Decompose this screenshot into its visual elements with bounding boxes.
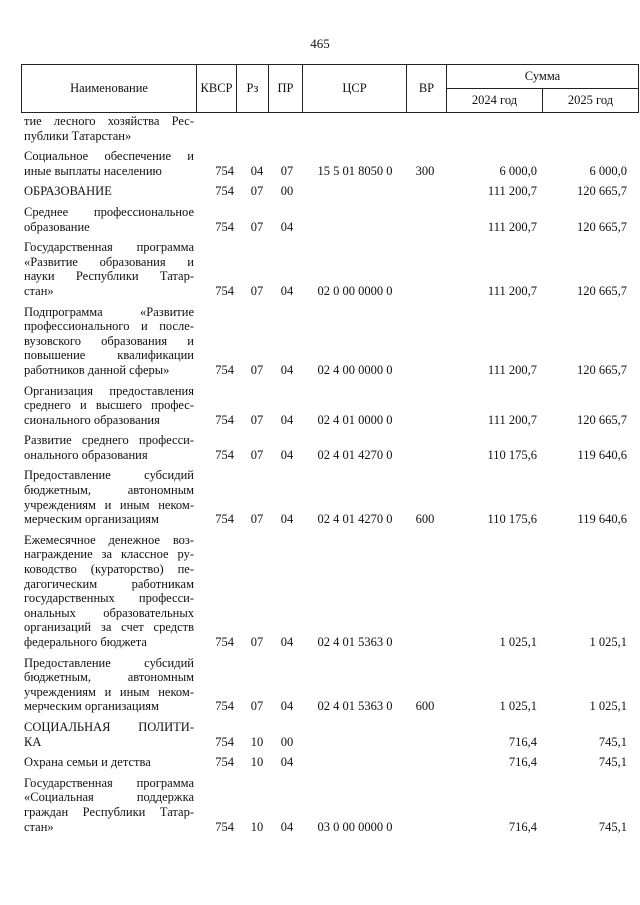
- row-name-line: Предоставление субсидий: [24, 655, 194, 670]
- row-name-line: сионального образования: [24, 412, 160, 427]
- row-name-line: КА: [24, 734, 42, 749]
- table-row: [24, 720, 638, 749]
- row-sum-2024: 110 175,6: [487, 447, 537, 462]
- row-csr: 03 0 00 0000 0: [317, 819, 393, 834]
- row-name-line: стан»: [24, 283, 54, 298]
- row-rz: 04: [250, 163, 264, 178]
- table-header: [21, 64, 639, 113]
- row-pr: 04: [280, 412, 294, 427]
- row-name-line: работников данной сферы»: [24, 362, 170, 377]
- row-sum-2024: 716,4: [508, 734, 537, 749]
- row-name-line: среднего и высшего профес-: [24, 398, 194, 413]
- row-csr: 02 4 01 0000 0: [317, 412, 393, 427]
- table-row: [24, 305, 638, 378]
- row-kvsr: 754: [215, 734, 234, 749]
- row-csr: 02 4 01 5363 0: [317, 635, 393, 649]
- row-name-line: Подпрограмма «Развитие: [24, 304, 194, 319]
- row-kvsr: 754: [215, 447, 234, 462]
- row-sum-2025: 1 025,1: [589, 699, 627, 714]
- row-name-line: науки Республики Татар-: [24, 269, 194, 284]
- row-rz: 07: [250, 412, 264, 427]
- row-name-line: федерального бюджета: [24, 635, 147, 649]
- row-rz: 10: [250, 734, 264, 749]
- row-rz: 07: [250, 219, 264, 234]
- row-pr: 04: [280, 699, 294, 714]
- row-pr: 04: [280, 447, 294, 462]
- row-sum-2025: 745,1: [598, 734, 627, 749]
- row-name-line: мерческим организациям: [24, 512, 159, 527]
- row-name-line: граждан Республики Татар-: [24, 804, 194, 819]
- row-name-line: тие лесного хозяйства Рес-: [24, 114, 194, 128]
- table-row: [24, 533, 638, 650]
- row-name-line: образование: [24, 219, 90, 234]
- row-name-line: мерческим организациям: [24, 699, 159, 714]
- page-number: 465: [310, 36, 330, 51]
- row-sum-2025: 6 000,0: [589, 163, 627, 178]
- row-name: [24, 205, 194, 234]
- row-name-line: государственных професси-: [24, 591, 194, 606]
- row-sum-2024: 1 025,1: [499, 635, 537, 649]
- table-row: [24, 114, 638, 143]
- row-name-line: повышение квалификации: [24, 348, 194, 363]
- row-name-line: учреждениям и иным неком-: [24, 497, 194, 512]
- header-sum: Сумма: [447, 65, 639, 89]
- row-kvsr: 754: [215, 283, 234, 298]
- row-csr: 02 4 00 0000 0: [317, 362, 393, 377]
- table-row: [24, 184, 638, 199]
- row-name-line: стан»: [24, 819, 54, 834]
- table-row: [24, 656, 638, 714]
- row-name-line: Охрана семьи и детства: [24, 755, 151, 770]
- header-year-2025: 2025 год: [543, 89, 639, 113]
- row-kvsr: 754: [215, 412, 234, 427]
- row-name-line: Развитие среднего професси-: [24, 433, 194, 448]
- row-csr: 02 0 00 0000 0: [317, 283, 393, 298]
- row-kvsr: 754: [215, 163, 234, 178]
- row-sum-2024: 716,4: [508, 819, 537, 834]
- row-sum-2024: 111 200,7: [487, 184, 537, 199]
- header-vr: ВР: [407, 65, 447, 113]
- row-name-line: ководство (кураторство) пе-: [24, 562, 194, 577]
- row-sum-2024: 1 025,1: [499, 699, 537, 714]
- row-sum-2024: 6 000,0: [499, 163, 537, 178]
- row-sum-2025: 120 665,7: [577, 362, 627, 377]
- row-name-line: вузовского образования и: [24, 333, 194, 348]
- row-vr: 300: [415, 163, 435, 178]
- row-name: [24, 720, 194, 749]
- row-pr: 07: [280, 163, 294, 178]
- table-row: [24, 468, 638, 526]
- row-kvsr: 754: [215, 635, 234, 649]
- row-kvsr: 754: [215, 219, 234, 234]
- header-pr: ПР: [269, 65, 303, 113]
- row-sum-2024: 111 200,7: [487, 412, 537, 427]
- row-csr: 02 4 01 4270 0: [317, 512, 393, 527]
- row-rz: 07: [250, 283, 264, 298]
- row-name-line: Государственная программа: [24, 775, 194, 790]
- table-row: [24, 149, 638, 178]
- row-sum-2025: 119 640,6: [577, 447, 627, 462]
- row-csr: 02 4 01 4270 0: [317, 447, 393, 462]
- row-name: [24, 776, 194, 834]
- header-csr: ЦСР: [303, 65, 407, 113]
- row-name-line: Государственная программа: [24, 240, 194, 255]
- row-name-line: профессионального и после-: [24, 319, 194, 334]
- row-name-line: награждение за классное ру-: [24, 547, 194, 562]
- row-name-line: Социальное обеспечение и: [24, 149, 194, 164]
- row-name: [24, 305, 194, 378]
- table-row: [24, 240, 638, 298]
- row-pr: 04: [280, 219, 294, 234]
- row-name-line: дагогическим работникам: [24, 576, 194, 591]
- header-kvsr: КВСР: [197, 65, 237, 113]
- row-pr: 04: [280, 819, 294, 834]
- row-sum-2025: 120 665,7: [577, 184, 627, 199]
- row-csr: 02 4 01 5363 0: [317, 699, 393, 714]
- table-row: [24, 384, 638, 428]
- table-row: [24, 205, 638, 234]
- row-rz: 10: [250, 755, 264, 770]
- row-name-line: Среднее профессиональное: [24, 204, 194, 219]
- row-pr: 04: [280, 755, 294, 770]
- row-vr: 600: [415, 512, 435, 527]
- row-kvsr: 754: [215, 184, 234, 199]
- table-row: [24, 776, 638, 834]
- header-name: Наименование: [22, 65, 197, 113]
- row-name-line: организаций за счет средств: [24, 620, 194, 635]
- row-name: [24, 468, 194, 526]
- row-sum-2024: 111 200,7: [487, 283, 537, 298]
- row-pr: 04: [280, 283, 294, 298]
- row-rz: 07: [250, 184, 264, 199]
- row-name: [24, 656, 194, 714]
- row-pr: 04: [280, 512, 294, 527]
- row-sum-2024: 110 175,6: [487, 512, 537, 527]
- row-name-line: Организация предоставления: [24, 383, 194, 398]
- row-kvsr: 754: [215, 699, 234, 714]
- row-pr: 04: [280, 362, 294, 377]
- row-sum-2025: 120 665,7: [577, 219, 627, 234]
- row-name: [24, 755, 194, 770]
- row-csr: 15 5 01 8050 0: [317, 163, 393, 178]
- row-name-line: Предоставление субсидий: [24, 468, 194, 483]
- row-name-line: бюджетным, автономным: [24, 483, 194, 498]
- row-name-line: бюджетным, автономным: [24, 670, 194, 685]
- row-rz: 10: [250, 819, 264, 834]
- row-name: [24, 149, 194, 178]
- table-row: [24, 433, 638, 462]
- header-year-2024: 2024 год: [447, 89, 543, 113]
- row-name: [24, 184, 194, 199]
- row-name-line: публики Татарстан»: [24, 128, 132, 143]
- row-sum-2025: 120 665,7: [577, 412, 627, 427]
- row-name: [24, 240, 194, 298]
- row-name: [24, 114, 194, 143]
- row-pr: 00: [280, 184, 294, 199]
- row-name-line: «Развитие образования и: [24, 254, 194, 269]
- row-sum-2024: 111 200,7: [487, 219, 537, 234]
- row-name-line: ональных образовательных: [24, 605, 194, 620]
- row-kvsr: 754: [215, 362, 234, 377]
- row-pr: 00: [280, 734, 294, 749]
- row-rz: 07: [250, 699, 264, 714]
- row-sum-2024: 716,4: [508, 755, 537, 770]
- row-sum-2025: 745,1: [598, 819, 627, 834]
- row-name: [24, 433, 194, 462]
- row-name-line: СОЦИАЛЬНАЯ ПОЛИТИ-: [24, 719, 194, 734]
- row-sum-2025: 1 025,1: [589, 635, 627, 649]
- row-kvsr: 754: [215, 512, 234, 527]
- row-sum-2024: 111 200,7: [487, 362, 537, 377]
- table-body: [24, 114, 638, 840]
- row-rz: 07: [250, 512, 264, 527]
- row-rz: 07: [250, 362, 264, 377]
- row-name-line: ОБРАЗОВАНИЕ: [24, 184, 112, 199]
- row-sum-2025: 119 640,6: [577, 512, 627, 527]
- row-name-line: Ежемесячное денежное воз-: [24, 532, 194, 547]
- row-sum-2025: 120 665,7: [577, 283, 627, 298]
- row-rz: 07: [250, 635, 264, 649]
- row-name-line: учреждениям и иным неком-: [24, 684, 194, 699]
- row-kvsr: 754: [215, 819, 234, 834]
- header-rz: Рз: [237, 65, 269, 113]
- row-name: [24, 384, 194, 428]
- row-name-line: «Социальная поддержка: [24, 790, 194, 805]
- row-kvsr: 754: [215, 755, 234, 770]
- row-name: [24, 533, 194, 650]
- row-vr: 600: [415, 699, 435, 714]
- row-name-line: иные выплаты населению: [24, 163, 162, 178]
- row-sum-2025: 745,1: [598, 755, 627, 770]
- row-rz: 07: [250, 447, 264, 462]
- table-row: [24, 755, 638, 770]
- row-pr: 04: [280, 635, 294, 649]
- row-name-line: онального образования: [24, 447, 148, 462]
